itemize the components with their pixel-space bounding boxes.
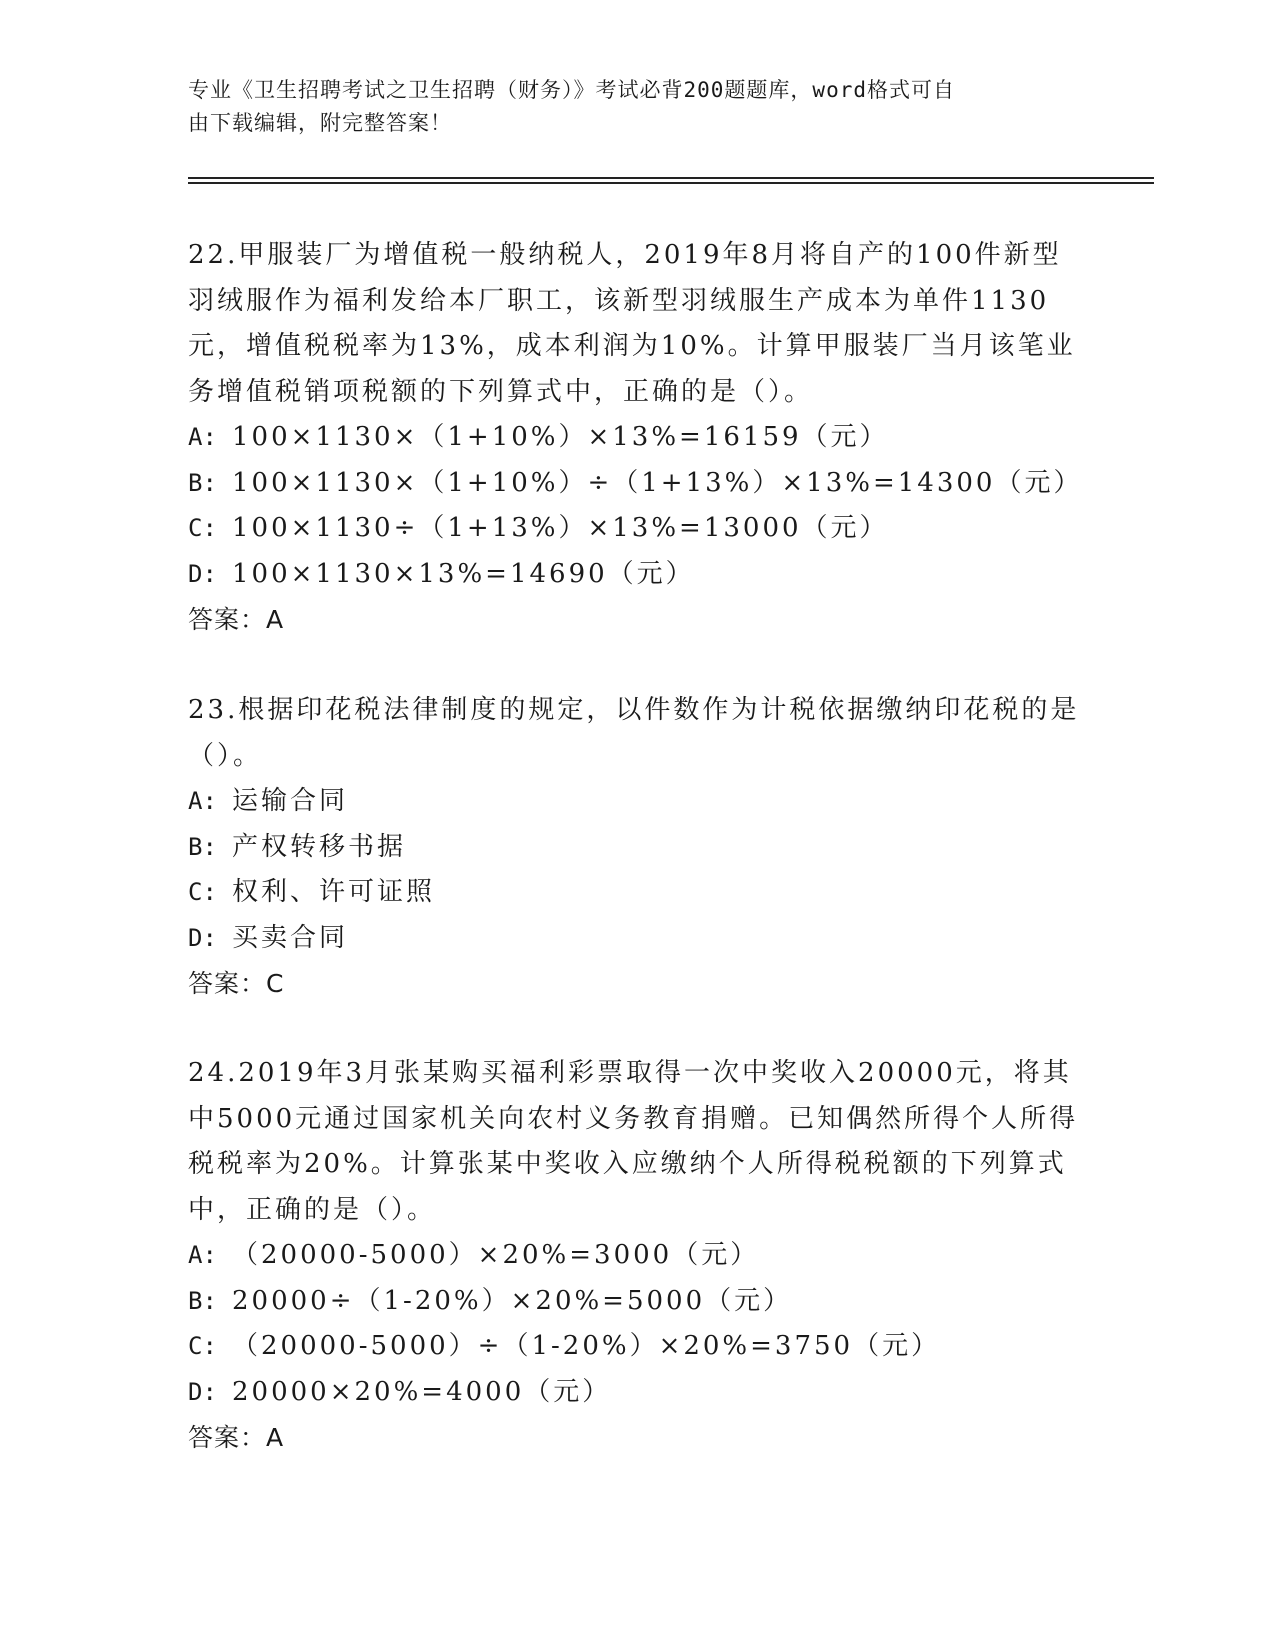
option-text: 运输合同 <box>232 786 349 816</box>
answer-line: 答案：C <box>188 969 285 998</box>
option-letter: A: <box>188 423 217 451</box>
answer-line: 答案：A <box>188 605 285 634</box>
option-d <box>188 916 1088 962</box>
option-b <box>188 461 1088 507</box>
option-c <box>188 870 1088 916</box>
option-text: 100×1130×（1+10%）×13%=16159（元） <box>232 422 889 452</box>
option-a <box>188 415 1088 461</box>
option-letter: B: <box>188 1286 217 1315</box>
option-text: 100×1130×13%=14690（元） <box>232 558 695 589</box>
option-d <box>188 1370 1088 1416</box>
option-a <box>188 779 1088 825</box>
answer-line: 答案：A <box>188 1423 285 1452</box>
option-text: （20000-5000）÷（1-20%）×20%=3750（元） <box>232 1331 941 1361</box>
question-stem: 24.2019年3月张某购买福利彩票取得一次中奖收入20000元，将其中5000元通过国家机关向农村义务教育捐赠。已知偶然所得个人所得税税率为20%。计算张某中奖收入应缴纳个人所得税税额的下列算式中，正确的是（）。 <box>188 1058 1079 1225</box>
header-divider-bottom <box>188 182 1154 184</box>
question-23 <box>188 688 1088 1007</box>
option-b <box>188 1279 1088 1325</box>
option-a <box>188 1233 1088 1279</box>
question-22 <box>188 233 1088 643</box>
option-letter: B: <box>188 832 217 861</box>
option-d <box>188 552 1088 598</box>
header-divider-top <box>188 177 1154 179</box>
option-letter: A: <box>188 787 217 815</box>
header-note: 专业《卫生招聘考试之卫生招聘（财务）》考试必背200题题库，word格式可自 由下载编辑，附完整答案！ <box>188 78 955 135</box>
option-text: 20000×20%=4000（元） <box>232 1376 612 1407</box>
question-24 <box>188 1051 1088 1461</box>
option-c <box>188 1324 1088 1370</box>
option-text: 100×1130÷（1+13%）×13%=13000（元） <box>232 513 889 543</box>
option-c <box>188 506 1088 552</box>
option-text: 100×1130×（1+10%）÷（1+13%）×13%=14300（元） <box>232 467 1083 498</box>
option-letter: C: <box>188 1332 217 1360</box>
option-letter: D: <box>188 923 217 952</box>
option-letter: A: <box>188 1241 217 1269</box>
option-letter: C: <box>188 514 217 542</box>
option-text: 20000÷（1-20%）×20%=5000（元） <box>232 1285 793 1316</box>
option-letter: C: <box>188 878 217 906</box>
option-text: 权利、许可证照 <box>232 877 436 907</box>
option-b <box>188 825 1088 871</box>
option-text: （20000-5000）×20%=3000（元） <box>232 1240 760 1270</box>
option-letter: D: <box>188 1377 217 1406</box>
option-letter: D: <box>188 559 217 588</box>
option-text: 产权转移书据 <box>232 831 407 862</box>
question-stem: 23.根据印花税法律制度的规定，以件数作为计税依据缴纳印花税的是（）。 <box>188 695 1080 771</box>
option-text: 买卖合同 <box>232 922 349 953</box>
option-letter: B: <box>188 468 217 497</box>
question-stem: 22.甲服装厂为增值税一般纳税人，2019年8月将自产的100件新型羽绒服作为福利发给本厂职工，该新型羽绒服生产成本为单件1130元，增值税税率为13%，成本利润为10%。计算甲服装厂当月该笔业务增值税销项税额的下列算式中，正确的是（）。 <box>188 240 1076 407</box>
